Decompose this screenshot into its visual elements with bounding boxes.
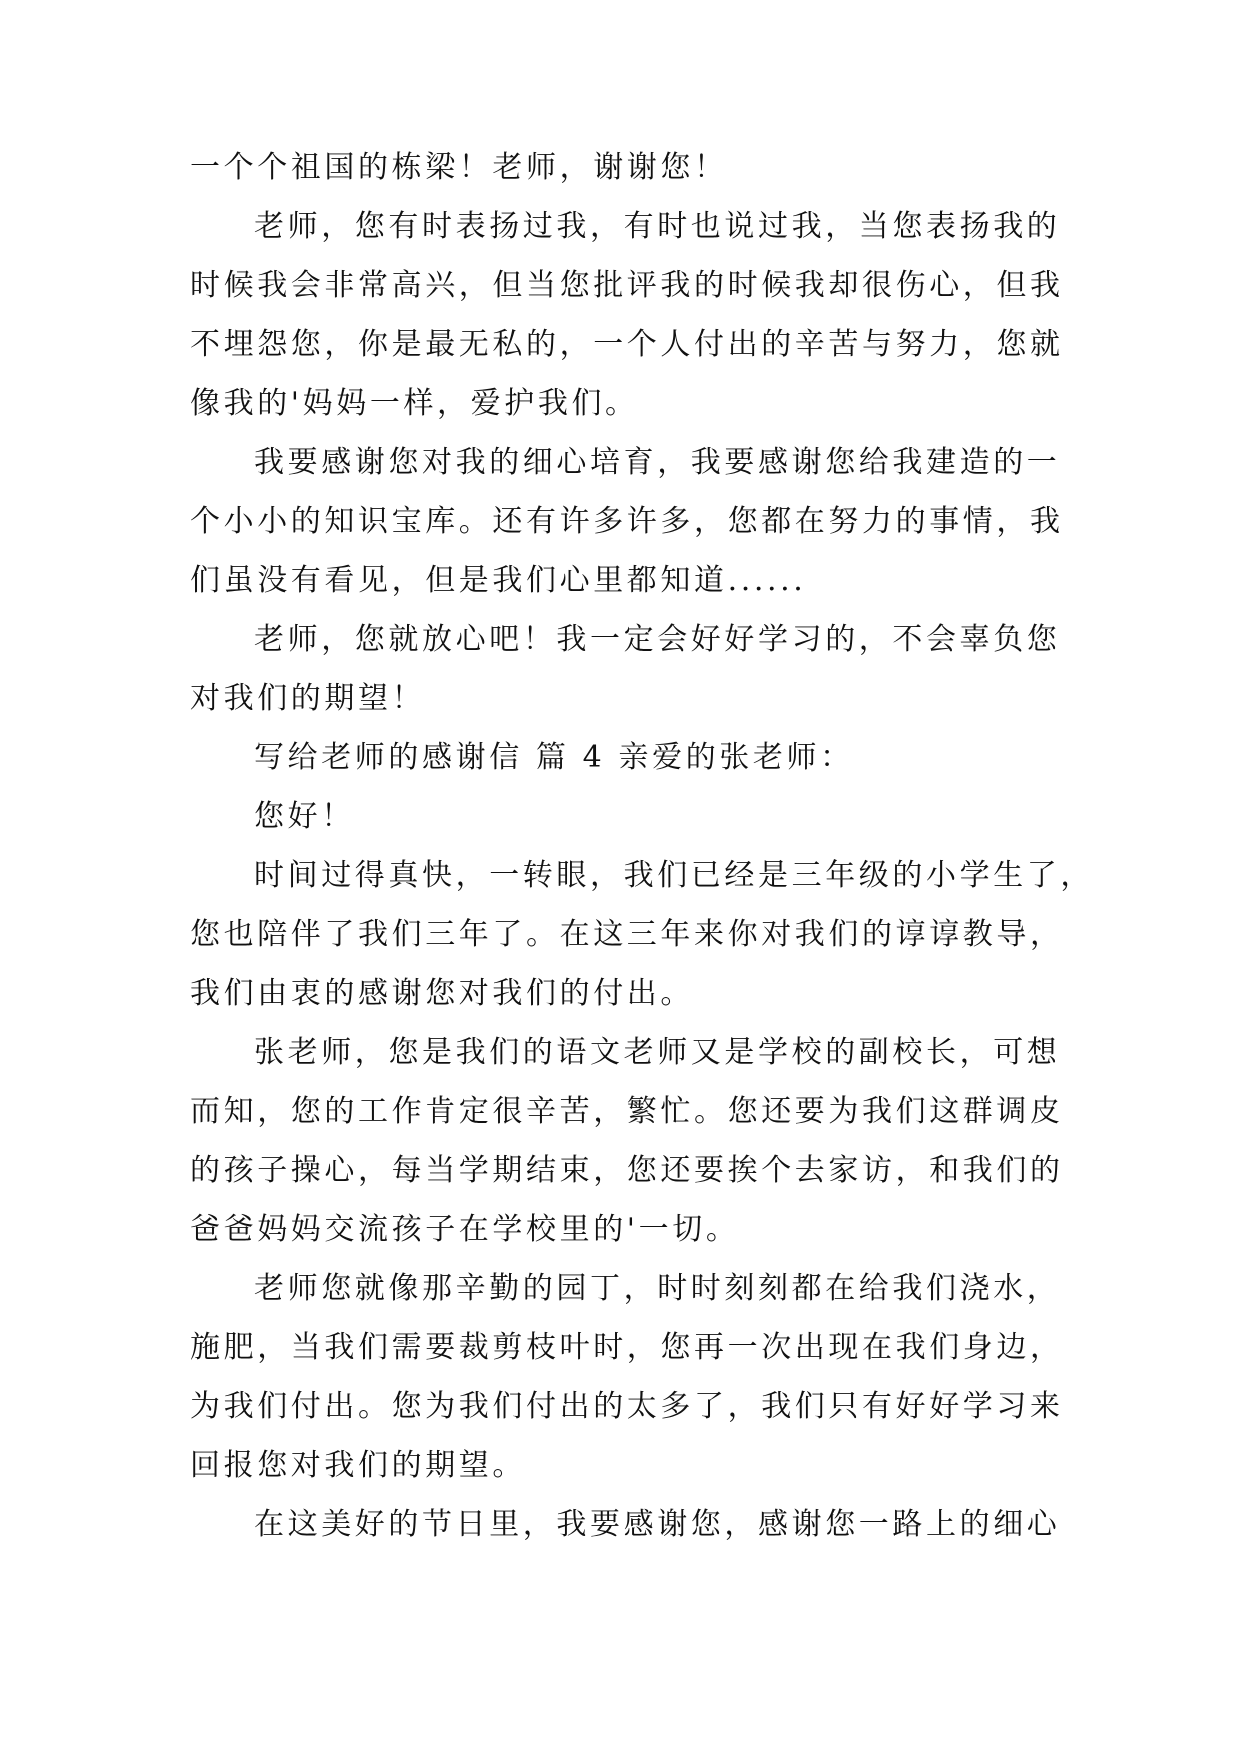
text-line: 在这美好的节日里，我要感谢您，感谢您一路上的细心 bbox=[254, 1507, 1061, 1542]
section-heading: 写给老师的感谢信 篇 4 亲爱的张老师： bbox=[254, 740, 854, 775]
text-line: 的孩子操心，每当学期结束，您还要挨个去家访，和我们的 bbox=[190, 1153, 1064, 1188]
text-line: 您也陪伴了我们三年了。在这三年来你对我们的谆谆教导， bbox=[190, 917, 1064, 952]
text-line: 而知，您的工作肯定很辛苦，繁忙。您还要为我们这群调皮 bbox=[190, 1094, 1064, 1129]
text-line: 为我们付出。您为我们付出的太多了，我们只有好好学习来 bbox=[190, 1389, 1064, 1424]
text-line: 我要感谢您对我的细心培育，我要感谢您给我建造的一 bbox=[254, 445, 1061, 480]
text-line: 们虽没有看见，但是我们心里都知道...... bbox=[190, 563, 807, 598]
text-line: 个小小的知识宝库。还有许多许多，您都在努力的事情，我 bbox=[190, 504, 1064, 539]
text-line: 老师，您就放心吧！我一定会好好学习的，不会辜负您 bbox=[254, 622, 1061, 657]
text-line: 时间过得真快，一转眼，我们已经是三年级的小学生了， bbox=[254, 858, 1094, 893]
text-line: 对我们的期望！ bbox=[190, 681, 426, 716]
text-line: 老师您就像那辛勤的园丁，时时刻刻都在给我们浇水， bbox=[254, 1271, 1061, 1306]
text-line: 张老师，您是我们的语文老师又是学校的副校长，可想 bbox=[254, 1035, 1061, 1070]
text-line: 爸爸妈妈交流孩子在学校里的'一切。 bbox=[190, 1212, 740, 1247]
text-line: 施肥，当我们需要裁剪枝叶时，您再一次出现在我们身边， bbox=[190, 1330, 1064, 1365]
text-line: 老师，您有时表扬过我，有时也说过我，当您表扬我的 bbox=[254, 209, 1061, 244]
text-line: 时候我会非常高兴，但当您批评我的时候我却很伤心，但我 bbox=[190, 268, 1064, 303]
text-line: 回报您对我们的期望。 bbox=[190, 1448, 526, 1483]
text-line: 像我的'妈妈一样，爱护我们。 bbox=[190, 386, 639, 421]
text-line: 不埋怨您，你是最无私的，一个人付出的辛苦与努力，您就 bbox=[190, 327, 1064, 362]
greeting: 您好！ bbox=[254, 799, 355, 834]
text-line: 一个个祖国的栋梁！老师，谢谢您！ bbox=[190, 150, 728, 185]
text-line: 我们由衷的感谢您对我们的付出。 bbox=[190, 976, 694, 1011]
